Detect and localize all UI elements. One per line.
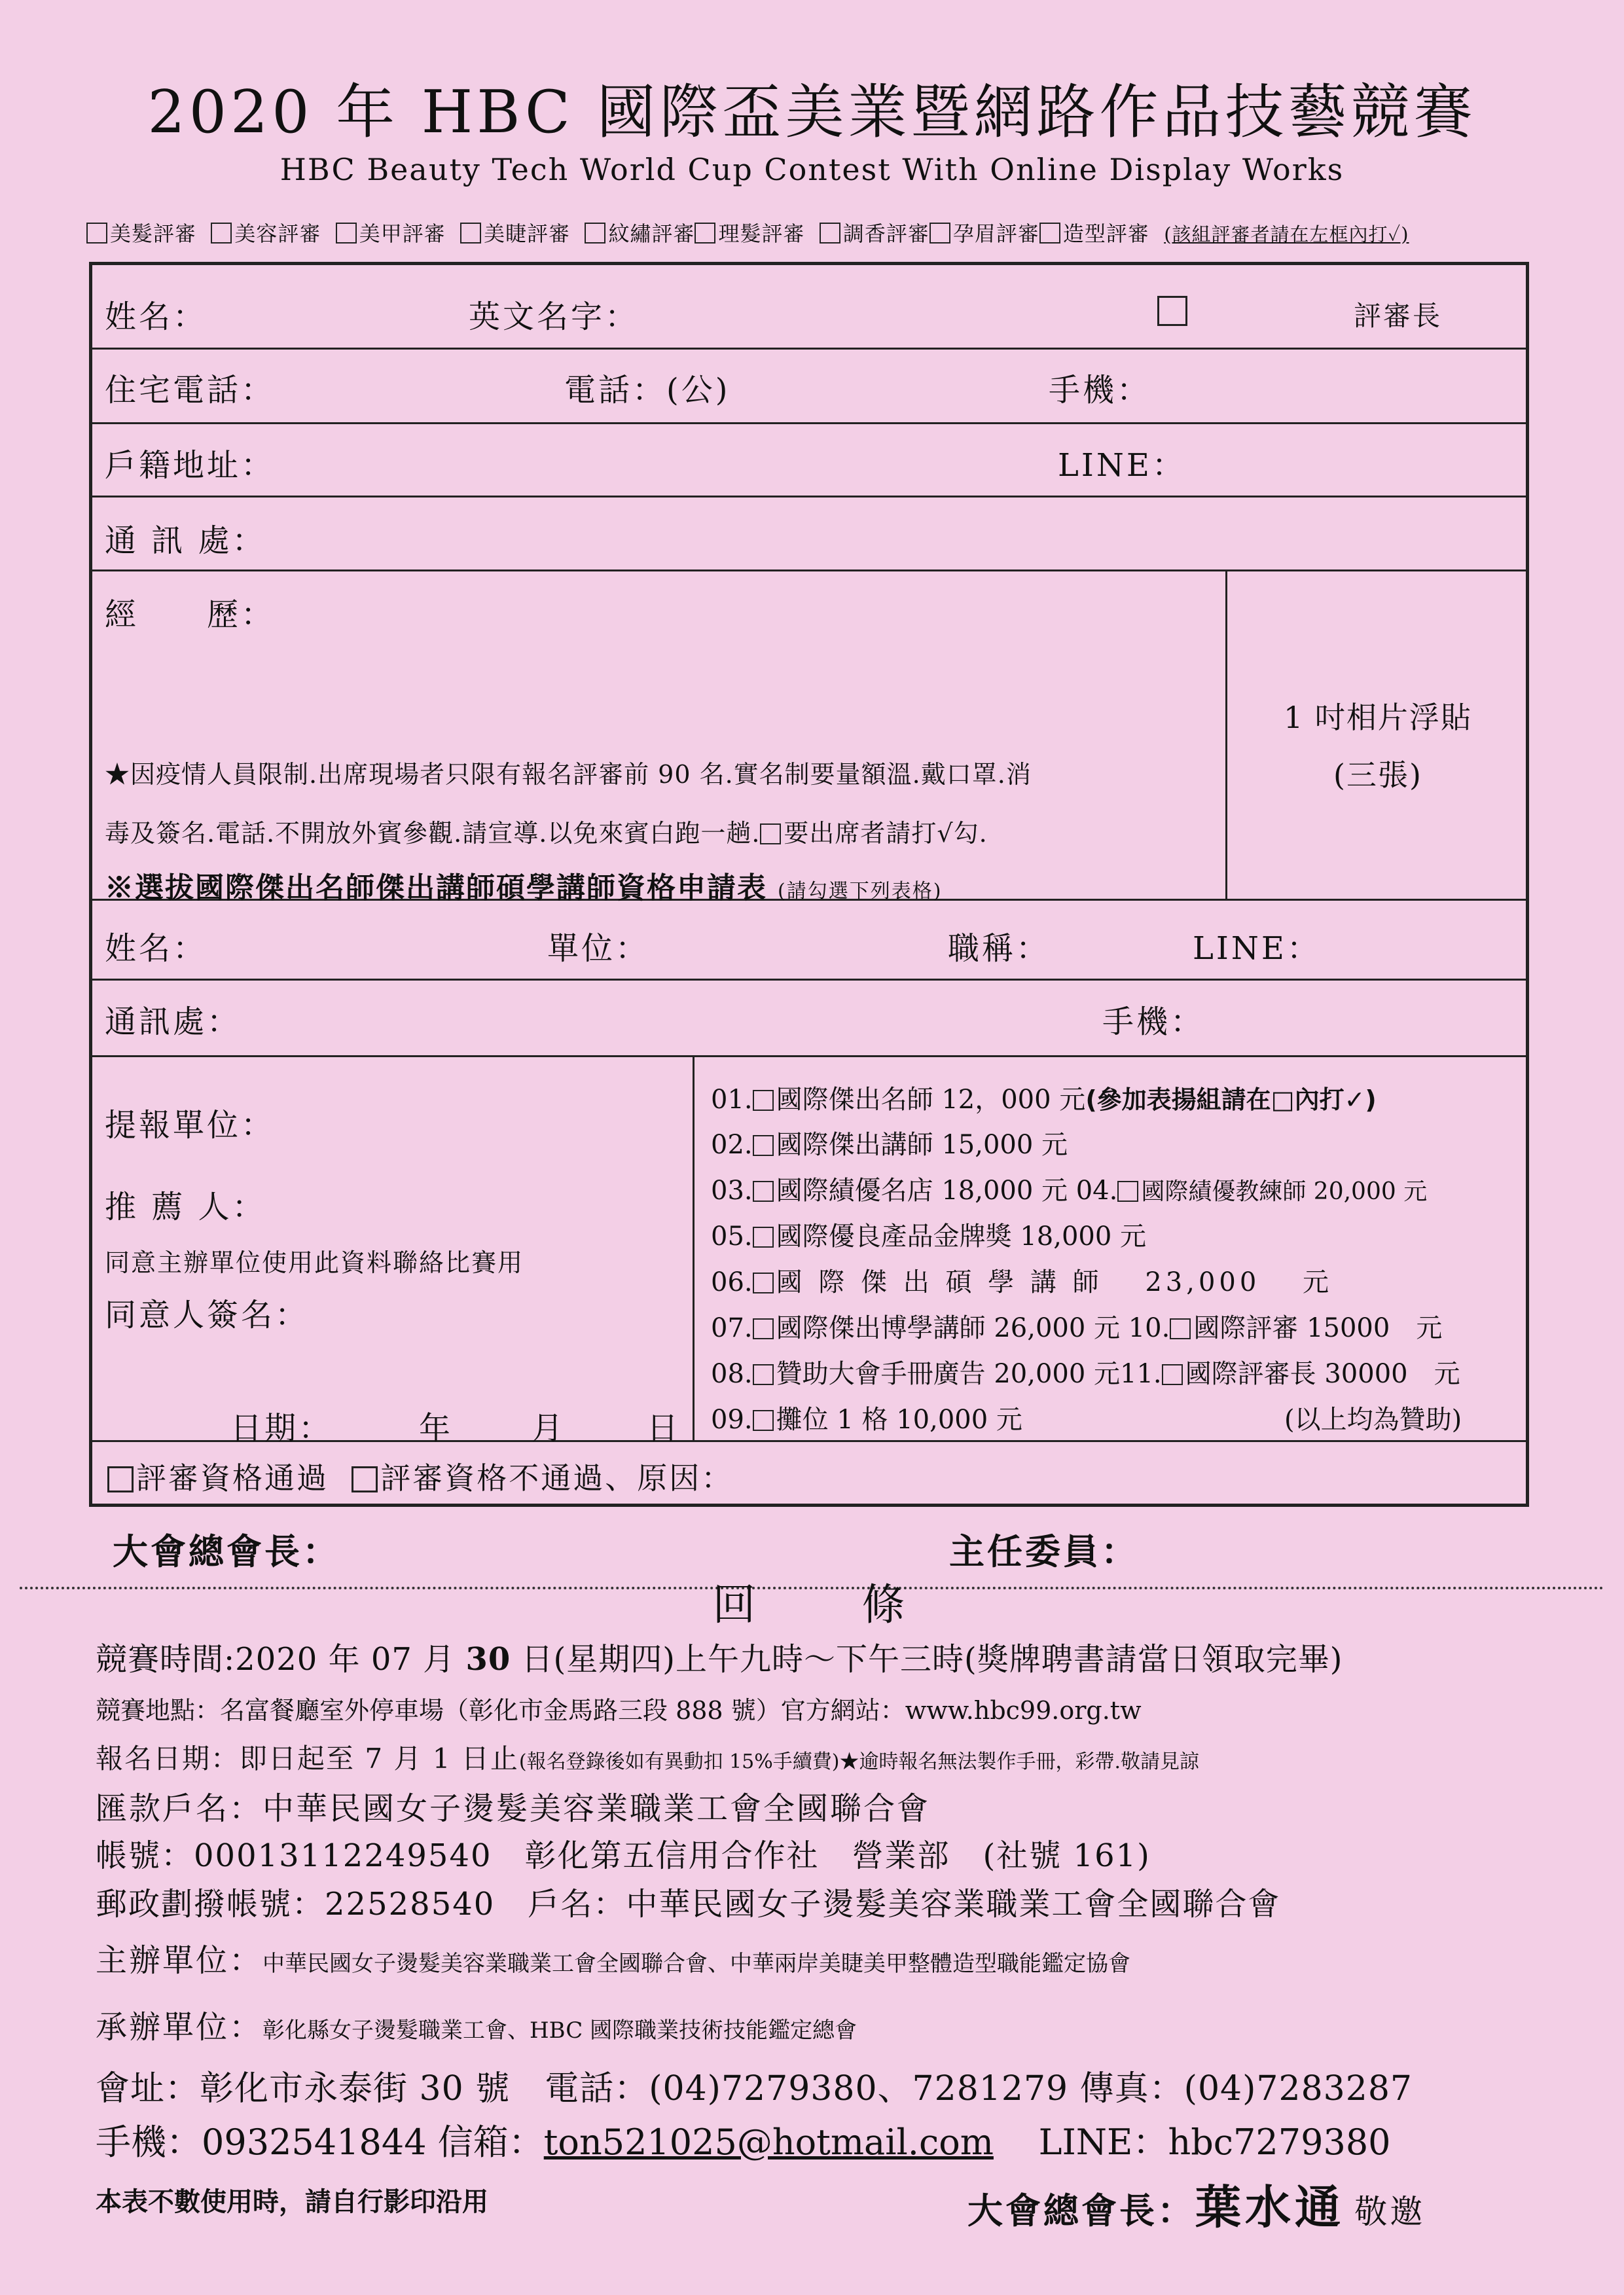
notice-line-1: ★因疫情人員限制.出席現場者只限有報名評審前 90 名.實名制要量額溫.戴口罩.消 bbox=[105, 760, 1032, 789]
english-name-label: 英文名字： bbox=[469, 298, 640, 335]
approval-row bbox=[107, 1455, 733, 1498]
option-09[interactable]: 09. 攤位 1 格 10,000 元 bbox=[711, 1405, 1022, 1435]
row-divider bbox=[89, 979, 1529, 981]
checkbox[interactable] bbox=[1170, 1318, 1191, 1339]
office-phone-label: 電話：(公) bbox=[564, 372, 731, 408]
receipt-title: 回 條 bbox=[712, 1580, 912, 1630]
checkbox[interactable] bbox=[86, 223, 107, 244]
option-03-04[interactable]: 03. 國際績優名店 18,000 元 04. 國際績優教練師 20,000 元 bbox=[711, 1176, 1428, 1206]
s2-name-label: 姓名： bbox=[105, 930, 208, 967]
fail-option[interactable]: 評審資格不通過、原因： bbox=[352, 1460, 733, 1496]
organizer: 主辦單位：中華民國女子燙髮美容業職業工會全國聯合會、中華兩岸美睫美甲整體造型職能鑑定協會 bbox=[96, 1942, 1131, 1979]
checkbox[interactable] bbox=[753, 1090, 774, 1111]
checkbox[interactable] bbox=[1162, 1364, 1183, 1385]
category-judge-hair[interactable]: 美髮評審 bbox=[86, 221, 196, 246]
checkbox[interactable] bbox=[460, 223, 481, 244]
president-signature-label: 大會總會長： bbox=[113, 1530, 340, 1572]
photo-count-label: (三張) bbox=[1333, 757, 1422, 793]
category-judge-lash[interactable]: 美睫評審 bbox=[460, 221, 570, 246]
selection-note: (請勾選下列表格) bbox=[778, 880, 943, 903]
consent-text: 同意主辦單位使用此資料聯絡比賽用 bbox=[105, 1248, 524, 1277]
checkbox[interactable] bbox=[211, 223, 232, 244]
address-label: 戶籍地址： bbox=[105, 447, 276, 484]
option-02[interactable]: 02. 國際傑出講師 15,000 元 bbox=[711, 1130, 1068, 1160]
category-checkbox-row bbox=[86, 217, 1409, 247]
director-signature-label: 主任委員： bbox=[949, 1530, 1139, 1572]
s2-line-label: LINE： bbox=[1193, 930, 1321, 967]
account-name: 匯款戶名：中華民國女子燙髮美容業職業工會全國聯合會 bbox=[96, 1790, 931, 1827]
option-05[interactable]: 05. 國際優良產品金牌獎 18,000 元 bbox=[711, 1221, 1147, 1252]
row-divider bbox=[89, 569, 1529, 571]
experience-label: 經 歷： bbox=[105, 596, 276, 633]
checkbox[interactable] bbox=[1039, 223, 1060, 244]
name-label: 姓名： bbox=[105, 298, 208, 335]
options-column-divider bbox=[693, 1055, 695, 1441]
category-judge-beauty[interactable]: 美容評審 bbox=[211, 221, 321, 246]
checkbox[interactable] bbox=[336, 223, 357, 244]
category-judge-perfume[interactable]: 調香評審 bbox=[820, 221, 929, 246]
category-note: (該組評審者請在左框內打✓) bbox=[1164, 223, 1409, 245]
president-sign: 大會總會長：葉水通 敬邀 bbox=[967, 2180, 1426, 2234]
copy-note: 本表不數使用時，請自行影印沿用 bbox=[96, 2187, 488, 2217]
submit-unit-label: 提報單位： bbox=[105, 1107, 276, 1144]
checkbox[interactable] bbox=[753, 1273, 774, 1293]
s2-mailing-label: 通訊處： bbox=[105, 1003, 242, 1040]
contest-time: 競賽時間:2020 年 07 月 30 日(星期四)上午九時～下午三時(獎牌聘書請當日領取完畢) bbox=[96, 1641, 1343, 1678]
option-08-11[interactable]: 08. 贊助大會手冊廣告 20,000 元11. 國際評審長 30000 元 bbox=[711, 1359, 1460, 1389]
account-number: 帳號：00013112249540 彰化第五信用合作社 營業部 (社號 161) bbox=[96, 1837, 1151, 1874]
postal-account: 郵政劃撥帳號：22528540 戶名：中華民國女子燙髮美容業職業工會全國聯合會 bbox=[96, 1886, 1281, 1923]
category-judge-brow[interactable]: 孕眉評審 bbox=[929, 221, 1039, 246]
signer-label: 同意人簽名： bbox=[105, 1297, 310, 1333]
checkbox[interactable] bbox=[1117, 1181, 1138, 1202]
attend-checkbox[interactable] bbox=[760, 823, 781, 844]
chief-judge-checkbox[interactable] bbox=[1157, 296, 1187, 326]
registration-date: 報名日期：即日起至 7 月 1 日止(報名登錄後如有異動扣 15%手續費)★逾時報名無法製作手冊，彩帶.敬請見諒 bbox=[96, 1743, 1200, 1775]
s2-mobile-label: 手機： bbox=[1102, 1003, 1205, 1040]
chief-judge-label: 評審長 bbox=[1354, 300, 1443, 332]
recommender-label: 推 薦 人： bbox=[105, 1189, 266, 1225]
row-divider bbox=[89, 1055, 1529, 1057]
home-phone-label: 住宅電話： bbox=[105, 372, 276, 408]
row-divider bbox=[89, 422, 1529, 424]
checkbox[interactable] bbox=[695, 223, 715, 244]
date-label: 日期： bbox=[230, 1410, 333, 1447]
option-01[interactable]: 01. 國際傑出名師 12，000 元(參加表揚組請在□內打✓) bbox=[711, 1085, 1377, 1115]
row-divider bbox=[89, 348, 1529, 350]
notice-line-2: 毒及簽名.電話.不開放外賓參觀.請宣導.以免來賓白跑一趟. 要出席者請打√勾. bbox=[105, 819, 988, 848]
checkbox[interactable] bbox=[753, 1364, 774, 1385]
pass-option[interactable]: 評審資格通過 bbox=[107, 1460, 329, 1496]
co-organizer: 承辦單位：彰化縣女子燙髮職業工會、HBC 國際職業技術技能鑑定總會 bbox=[96, 2009, 857, 2046]
form-subtitle: HBC Beauty Tech World Cup Contest With Online Display Works bbox=[280, 152, 1344, 187]
day-label: 日 bbox=[647, 1410, 681, 1447]
s2-title-label: 職稱： bbox=[948, 930, 1051, 967]
checkbox[interactable] bbox=[820, 223, 840, 244]
checkbox[interactable] bbox=[753, 1318, 774, 1339]
photo-size-label: 1 吋相片浮貼 bbox=[1284, 700, 1472, 735]
checkbox[interactable] bbox=[352, 1466, 378, 1492]
category-judge-styling[interactable]: 造型評審 bbox=[1039, 221, 1149, 246]
selection-title: ※選拔國際傑出名師傑出講師碩學講師資格申請表 (請勾選下列表格) bbox=[105, 871, 943, 905]
checkbox[interactable] bbox=[585, 223, 605, 244]
month-label: 月 bbox=[532, 1410, 566, 1447]
photo-paste-area bbox=[1227, 694, 1528, 795]
option-06[interactable]: 06. 國 際 傑 出 碩 學 講 師 23,000 元 bbox=[711, 1267, 1333, 1297]
category-judge-barber[interactable]: 理髮評審 bbox=[695, 221, 804, 246]
checkbox[interactable] bbox=[753, 1135, 774, 1156]
checkbox[interactable] bbox=[753, 1410, 774, 1431]
mailing-label: 通 訊 處： bbox=[105, 522, 266, 559]
checkbox[interactable] bbox=[753, 1227, 774, 1248]
s2-unit-label: 單位： bbox=[547, 930, 650, 967]
checkbox[interactable] bbox=[929, 223, 950, 244]
contact-row: 手機：0932541844 信箱：ton521025@hotmail.com LINE：hbc7279380 bbox=[96, 2122, 1391, 2163]
sponsor-note: (以上均為贊助) bbox=[1284, 1405, 1462, 1435]
category-judge-embroidery[interactable]: 紋繡評審 bbox=[585, 221, 695, 246]
line-label: LINE： bbox=[1058, 447, 1186, 484]
year-label: 年 bbox=[419, 1410, 454, 1447]
office-address: 會址：彰化市永泰街 30 號 電話：(04)7279380、7281279 傳真：(04)7283287 bbox=[96, 2069, 1413, 2108]
form-title: 2020 年 HBC 國際盃美業暨網路作品技藝競賽 bbox=[147, 78, 1477, 147]
checkbox[interactable] bbox=[753, 1181, 774, 1202]
contest-venue: 競賽地點：名富餐廳室外停車場（彰化市金馬路三段 888 號）官方網站：www.hbc99.org.tw bbox=[96, 1696, 1142, 1725]
mobile-label: 手機： bbox=[1049, 372, 1151, 408]
option-07-10[interactable]: 07. 國際傑出博學講師 26,000 元 10. 國際評審 15000 元 bbox=[711, 1313, 1443, 1343]
email-link[interactable]: ton521025@hotmail.com bbox=[543, 2122, 994, 2163]
row-divider bbox=[89, 496, 1529, 497]
category-judge-nail[interactable]: 美甲評審 bbox=[336, 221, 446, 246]
checkbox[interactable] bbox=[107, 1466, 134, 1492]
